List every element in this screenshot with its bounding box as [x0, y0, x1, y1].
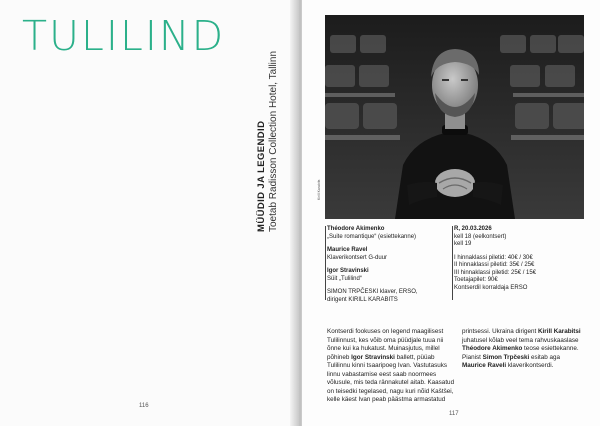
conductor-photo [325, 15, 584, 219]
text-run: teose esiettekanne. Pianist [462, 345, 579, 361]
text-run: Kontserdi fookuses on legend maagilisest Tulilinnust, kes võib oma püüdjale tuua nii õnne kui ka hukatust. Muinasjutus, millel põhineb [327, 328, 444, 361]
work-1: „Suite romantique“ (esiettekanne) [327, 233, 417, 240]
ticket-price-1: I hinnaklassi piletid: 40€ / 30€ [454, 254, 533, 261]
photo-credit: Kirill Karabits [317, 179, 321, 200]
work-2: Klaverikontsert G-duur [327, 254, 388, 261]
info-column [454, 226, 579, 292]
conductor-name: Kirill Karabitsi [537, 328, 581, 335]
article-text-column-1 [327, 328, 457, 405]
column-rule-info [452, 226, 453, 300]
vertical-heading [256, 51, 279, 232]
left-page [0, 0, 298, 426]
composer-1: Théodore Akimenko [327, 226, 385, 232]
venue-line: Toetab Radisson Collection Hotel, Tallinn [268, 50, 279, 232]
composer-3: Igor Stravinski [327, 268, 369, 274]
performers-line-2: dirigent KIRILL KARABITS [327, 296, 398, 303]
column-rule-program [325, 226, 326, 300]
work-3: Süit „Tulilind“ [327, 275, 362, 282]
text-run: printsessi. Ukraina dirigent [462, 328, 538, 335]
concert-date: R, 20.03.2026 [454, 226, 492, 232]
article-text-column-2 [462, 328, 582, 371]
time-pre-concert: kell 18 (eelkontsert) [454, 233, 507, 240]
ticket-price-3: III hinnaklassi piletid: 25€ / 15€ [454, 269, 537, 276]
text-run: esitab aga [529, 353, 561, 361]
ticket-price-supporter: Toetajapilet: 90€ [454, 277, 498, 283]
page-number-left: 116 [139, 403, 149, 409]
performers-line-1: SIMON TRPČESKI klaver, ERSO, [327, 289, 418, 295]
text-run: klaverikontserdi. [506, 362, 554, 369]
time-concert: kell 19 [454, 241, 472, 247]
page-number-right: 117 [449, 411, 459, 417]
organizer-line: Kontserdil korraldaja ERSO [454, 284, 528, 291]
concert-title: TULILIND [22, 12, 226, 60]
composer-name: Théodore Akimenko [462, 345, 523, 352]
text-run: juhatusel kõlab veel tema rahvuskaaslase [462, 336, 579, 344]
composer-name: Maurice Raveli [462, 362, 507, 369]
composer-name: Igor Stravinski [351, 353, 395, 361]
composer-2: Maurice Ravel [327, 247, 368, 253]
pianist-name: Simon Trpčeski [482, 353, 530, 361]
series-name: MÜÜDID JA LEGENDID [256, 120, 267, 232]
text-run: ballett, püüab Tulilinnu kinni tsaaripoeg Ivan. Vastutasuks linnu vabastamise eest saab noormees võlusule, mis teda rännakutel aitab. Kaasatud on teisedki tegelased, nagu kuri nõid Kaštšei, kelle käest Ivan peab päästma armastatud [327, 353, 455, 403]
program-column [327, 226, 447, 304]
ticket-price-2: II hinnaklassi piletid: 35€ / 25€ [454, 262, 535, 268]
